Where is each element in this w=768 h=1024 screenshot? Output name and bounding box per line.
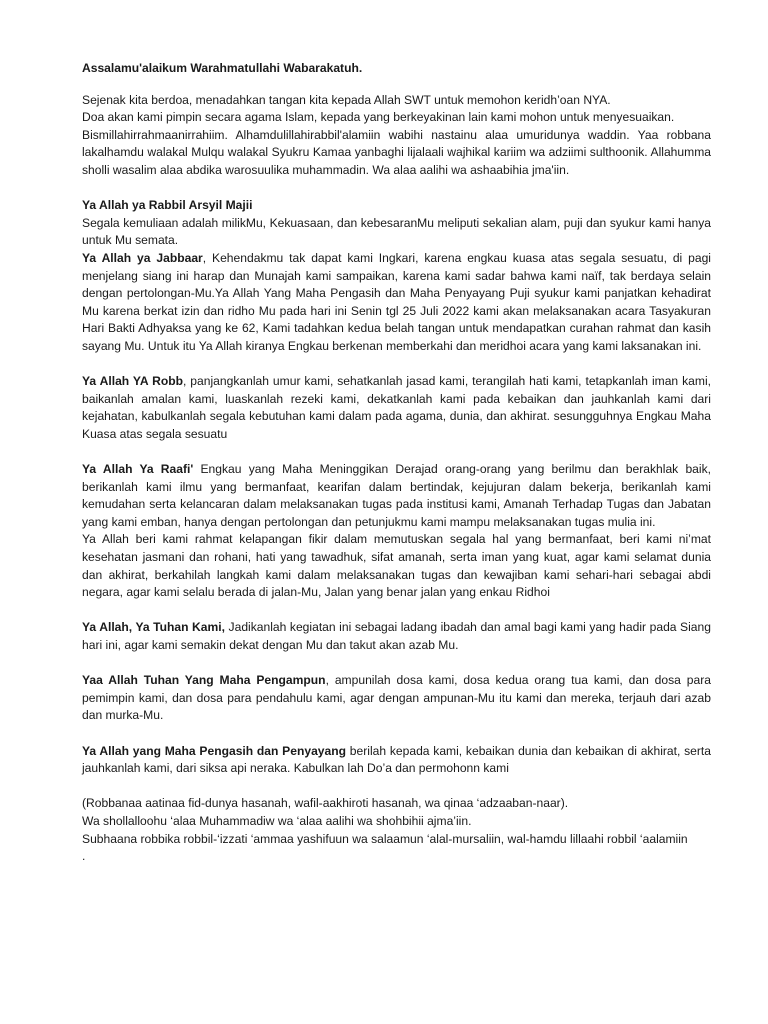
section-6-paragraph: [82, 672, 711, 725]
intro-line-1: Sejenak kita berdoa, menadahkan tangan kita kepada Allah SWT untuk memohon keridh’oan NYA.: [82, 92, 611, 107]
section-4-text: Engkau yang Maha Meninggikan Derajad orang-orang yang berilmu dan berakhlak baik, berikanlah kami ilmu yang bermanfaat, kearifan dalam bertindak, kejujuran dalam bekerja, berikanlah kami kemudahan serta kelancaran dalam melaksanakan tugas pada institusi kami, Amanah Terhadap Tugas dan Jabatan yang kami emban, hanya dengan pertolongan dan petunjukmu kami mampu melaksanakan tugas mulia ini.: [82, 462, 711, 529]
prayer-section-1: [82, 197, 711, 355]
closing-line-2: Wa shollalloohu ‘alaa Muhammadiw wa ‘alaa aalihi wa shohbihii ajma’iin.: [82, 813, 472, 828]
section-4-heading: Ya Allah Ya Raafi': [82, 462, 194, 477]
prayer-section-7: [82, 743, 711, 778]
section-3-heading: Ya Allah YA Robb: [82, 374, 183, 389]
intro-block: [82, 92, 711, 180]
intro-line-2: Doa akan kami pimpin secara agama Islam, kepada yang berkeyakinan lain kami mohon untuk menyesuaikan.: [82, 110, 675, 125]
section-7-paragraph: [82, 743, 711, 778]
section-5-text: Jadikanlah kegiatan ini sebagai ladang ibadah dan amal bagi kami yang hadir pada Siang hari ini, agar kami semakin dekat dengan Mu dan takut akan azab Mu.: [82, 620, 711, 652]
section-5-paragraph: [82, 619, 711, 654]
section-2-paragraph: [82, 250, 711, 356]
section-3-text: , panjangkanlah umur kami, sehatkanlah jasad kami, terangilah hati kami, tetapkanlah iman kami, baikanlah amalan kami, luaskanlah rezeki kami, dekatkanlah kami pada kebaikan dan jauhkanlah kami dari kejahatan, kabulkanlah segala kebutuhan kami dalam pada agama, dunia, dan akhirat. sesungguhnya Engkau Maha Kuasa atas segala sesuatu: [82, 374, 711, 441]
section-4-paragraph: [82, 461, 711, 531]
closing-line-1: (Robbanaa aatinaa fid-dunya hasanah, wafil-aakhiroti hasanah, wa qinaa ‘adzaaban-naar).: [82, 796, 569, 811]
section-6-heading: Yaa Allah Tuhan Yang Maha Pengampun: [82, 673, 326, 688]
section-7-text: berilah kepada kami, kebaikan dunia dan kebaikan di akhirat, serta jauhkanlah kami, dari siksa api neraka. Kabulkan lah Do’a dan permohonn kami: [82, 743, 711, 776]
closing-line-4: .: [82, 849, 86, 864]
closing-line-3: Subhaana robbika robbil-‘izzati ‘ammaa yashifuun wa salaamun ‘alal-mursaliin, wal-hamdu lillaahi robbil ‘aalamiin: [82, 831, 688, 846]
prayer-section-4: [82, 461, 711, 602]
section-2-text: , Kehendakmu tak dapat kami Ingkari, karena engkau kuasa atas segala sesuatu, di pagi menjelang siang ini harap dan Munajah kami sampaikan, karena kami sadar bahwa kami naïf, tak berdaya selain dengan pertolongan-Mu.Ya Allah Yang Maha Pengasih dan Maha Penyayang Puji syukur kami panjatkan kehadirat Mu karena berkat izin dan ridho Mu pada hari ini Senin tgl 25 Juli 2022 kami akan melaksanakan acara Tasyakuran Hari Bakti Adhyaksa yang ke 62, Kami tadahkan kedua belah tangan untuk mendapatkan curahan rahmat dan kasih sayang Mu. Untuk itu Ya Allah kiranya Engkau berkenan memberkahi dan meridhoi acara yang kami laksanakan ini.: [82, 250, 711, 353]
greeting: Assalamu'alaikum Warahmatullahi Wabarakatuh.: [82, 61, 363, 75]
section-6-text: , ampunilah dosa kami, dosa kedua orang tua kami, dan dosa para pemimpin kami, dan dosa para pendahulu kami, agar dengan ampunan-Mu itu kami dan mereka, terjauh dari azab dan murka-Mu.: [82, 673, 711, 723]
section-4-text-2: Ya Allah beri kami rahmat kelapangan fikir dalam memutuskan segala hal yang bermanfaat, beri kami ni’mat kesehatan jasmani dan rohani, hati yang tawadhuk, sifat amanah, serta iman yang kuat, agar kami selamat dunia dan akhirat, berkahilah langkah kami dalam melaksanakan tugas dan kewajiban kami sehari-hari sebagai abdi negara, agar kami selalu berada di jalan-Mu, Jalan yang benar jalan yang enkau Ridhoi: [82, 532, 711, 600]
prayer-section-3: [82, 373, 711, 443]
section-7-heading: Ya Allah yang Maha Pengasih dan Penyayang: [82, 743, 347, 758]
prayer-section-6: [82, 672, 711, 725]
closing-block: [82, 795, 711, 865]
section-3-paragraph: [82, 373, 711, 443]
prayer-section-5: [82, 619, 711, 654]
section-2-heading: Ya Allah ya Jabbaar: [82, 250, 203, 265]
section-1-heading: Ya Allah ya Rabbil Arsyil Majii: [82, 198, 253, 213]
intro-paragraph-3: Bismillahirrahmaanirrahiim. Alhamdulillahirabbil'alamiin wabihi nastainu alaa umuridunya waddin. Yaa robbana lakalhamdu walakal Mulqu walakal Syukru Kamaa yanbaghi lijalaali wajhikal kariim wa adziimi sulthoonik. Allahumma sholli wasalim alaa abdika warosuulika muhammadin. Wa alaa aalihi wa ashaabihia jma'iin.: [82, 127, 711, 177]
section-1-text: Segala kemuliaan adalah milikMu, Kekuasaan, dan kebesaranMu meliputi sekalian alam, puji dan syukur kami hanya untuk Mu semata.: [82, 215, 711, 248]
section-5-heading: Ya Allah, Ya Tuhan Kami,: [82, 620, 225, 635]
